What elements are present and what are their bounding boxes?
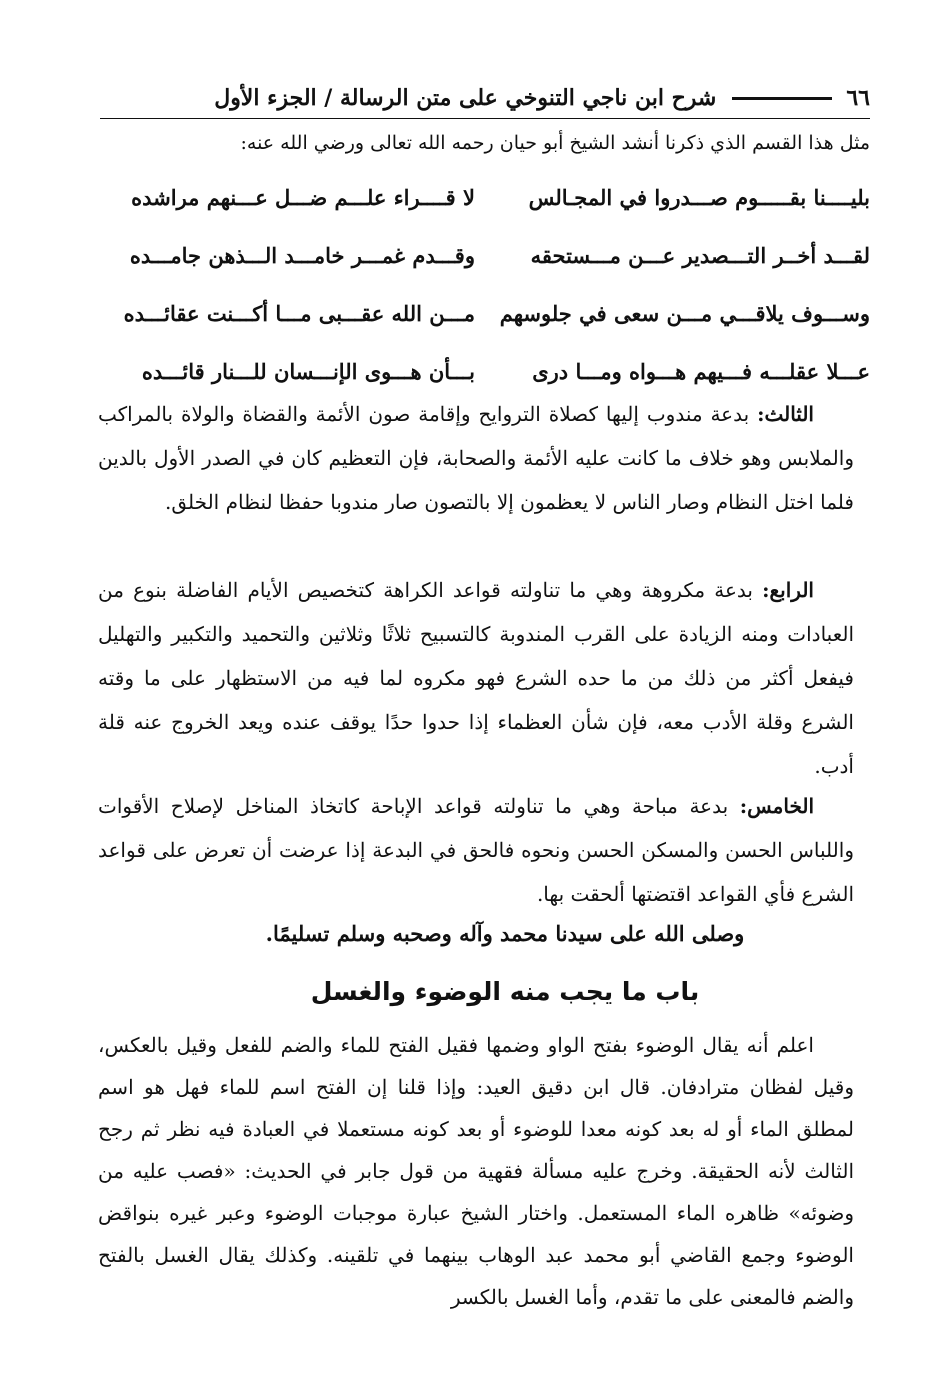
paragraph-fourth-category: [98, 568, 854, 788]
running-title: شرح ابن ناجي التنوخي على متن الرسالة / الجزء الأول: [214, 85, 717, 111]
paragraph-text: بدعة مكروهة وهي ما تناولته قواعد الكراهة كتخصيص الأيام الفاضلة بنوع من العبادات ومنه الزيادة على القرب المندوبة كالتسبيح ثلاثًا وثلاثين والتحميد والتكبير والتهليل فيفعل أكثر من ذلك من ما حده الشرع فهو مكروه لما فيه من الاستظهار على ما وقته الشرع وقلة الأدب معه، فإن شأن العظماء إذا حدوا حدًا يوقف عنده ويعد الخروج عنه قلة أدب.: [98, 578, 854, 778]
poem-introduction: مثل هذا القسم الذي ذكرنا أنشد الشيخ أبو حيان رحمه الله تعالى ورضي الله عنه:: [240, 132, 870, 154]
paragraph-fifth-category: [98, 784, 854, 916]
chapter-heading: باب ما يجب منه الوضوء والغسل: [310, 977, 700, 1006]
verse-second-hemistich: وقـــدم غمـــر خامـــد الـــذهن جامـــده: [129, 242, 475, 268]
verse-second-hemistich: لا قــــراء علـــم ضـــل عـــنهم مراشده: [131, 184, 475, 210]
verse-first-hemistich: لقـــد أخــر التـــصدير عـــن مـــستحقه: [530, 242, 870, 268]
page-number: ٦٦: [846, 85, 870, 111]
paragraph-lead: الرابع:: [762, 578, 814, 602]
header-rule: [732, 97, 832, 100]
verse-first-hemistich: عـــلا عقلـــه فـــيهم هـــواه ومـــا درى: [532, 358, 870, 384]
paragraph-text: بدعة مندوب إليها كصلاة التروايح وإقامة صون الأئمة والقضاة والولاة بالمراكب والملابس وهو خلاف ما كانت عليه الأئمة والصحابة، فإن التعظيم كان في الصدر الأول بالدين فلما اختل النظام وصار الناس لا يعظمون إلا بالتصون صار مندوبا حفظا لنظام الخلق.: [98, 402, 854, 514]
paragraph-text: اعلم أنه يقال الوضوء بفتح الواو وضمها فقيل الفتح للماء والضم للفعل وقيل بالعكس، وقيل لفظان مترادفان. قال ابن دقيق العيد: وإذا قلنا إن الفتح اسم للماء فهل هو اسم لمطلق الماء أو له بعد كونه معدا للوضوء أو بعد كونه مستعملا في العبادة فيه نظر ثم رجح الثالث لأنه الحقيقة. وخرج عليه مسألة فقهية من قول جابر في الحديث: «فصب عليه من وضوئه» ظاهره الماء المستعمل. واختار الشيخ عبارة موجبات الوضوء وعبر غيره بنواقض الوضوء وجمع القاضي أبو محمد عبد الوهاب بينهما في تلقينه. وكذلك يقال الغسل بالفتح والضم فالمعنى على ما تقدم، وأما الغسل بالكسر: [98, 1033, 854, 1309]
poem-verse: [100, 284, 870, 342]
paragraph-text: بدعة مباحة وهي ما تناولته قواعد الإباحة كاتخاذ المناخل لإصلاح الأقوات واللباس الحسن والمسكن الحسن ونحوه فالحق في البدعة إذا عرضت أن تعرض على قواعد الشرع فأي القواعد اقتضتها ألحقت بها.: [98, 794, 854, 906]
closing-prayer: وصلى الله على سيدنا محمد وآله وصحبه وسلم تسليمًا.: [265, 921, 745, 946]
poem: [100, 168, 870, 400]
chapter-opening-paragraph: [98, 1024, 854, 1318]
verse-first-hemistich: وســـوف يلاقـــي مـــن سعى في جلوسهم: [499, 300, 870, 326]
running-header: [100, 78, 870, 119]
poem-verse: [100, 168, 870, 226]
paragraph-lead: الخامس:: [739, 794, 815, 818]
paragraph-lead: الثالث:: [757, 402, 814, 426]
poem-verse: [100, 226, 870, 284]
verse-first-hemistich: بليــــنا بقـــــوم صـــدروا في المجـالس: [528, 184, 870, 210]
verse-second-hemistich: مـــن الله عقـــبى مـــا أكـــنت عقائـــده: [123, 300, 475, 326]
verse-second-hemistich: بـــأن هـــوى الإنـــسان للـــنار قائـــده: [141, 358, 475, 384]
paragraph-third-category: [98, 392, 854, 524]
